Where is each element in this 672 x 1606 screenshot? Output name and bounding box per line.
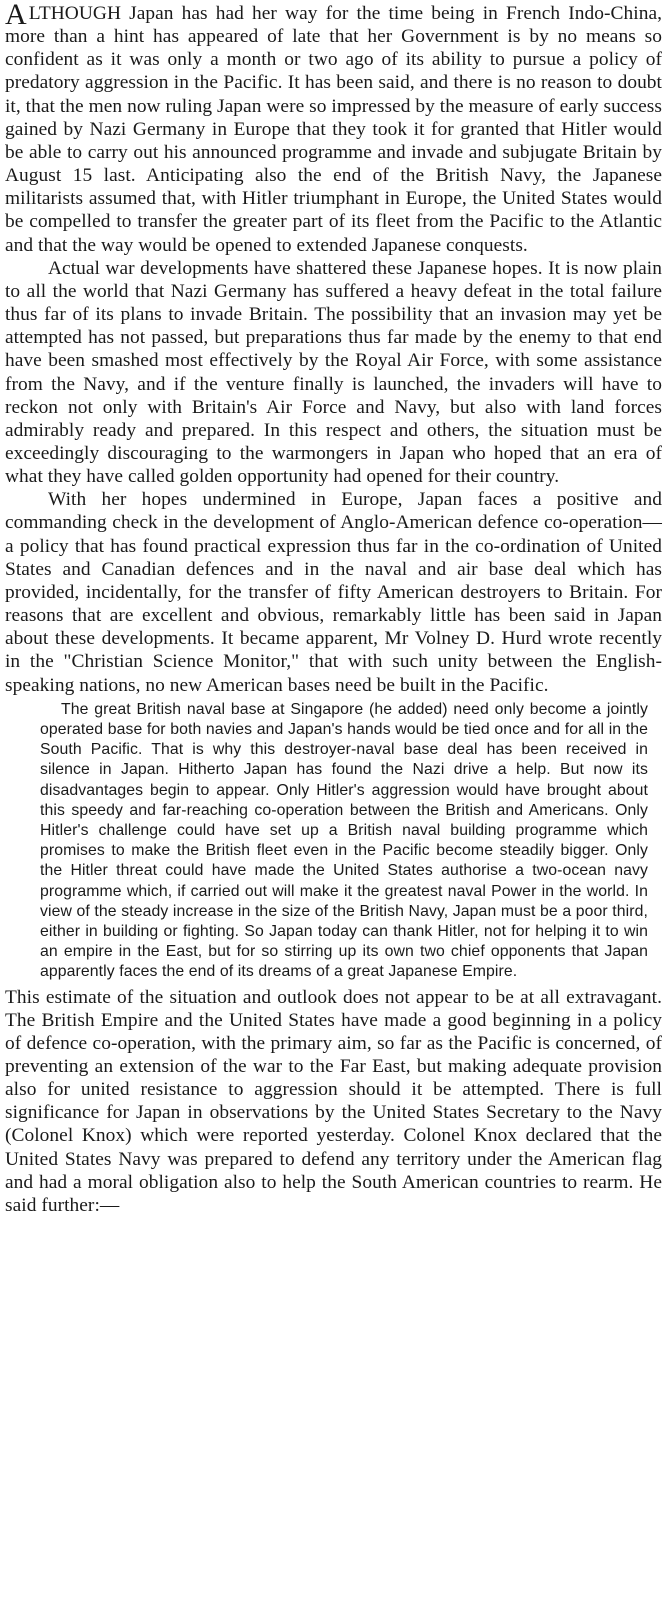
- block-quote: The great British naval base at Singapore (he added) need only become a jointly operated base for both navies and Japan's hands would be tied once and for all in the South Pacific. That is why this destroyer-naval base deal has been received in silence in Japan. Hitherto Japan has found the Nazi drive a help. But now its disadvantages begin to appear. Only Hitler's aggression would have brought about this speedy and far-reaching co-operation between the British and Americans. Only Hitler's challenge could have set up a British naval building programme which promises to make the British fleet even in the Pacific become steadily bigger. Only the Hitler threat could have made the United States authorise a two-ocean navy programme which, if carried out will make it the greatest naval Power in the world. In view of the steady increase in the size of the British Navy, Japan must be a poor third, either in building or fighting. So Japan today can thank Hitler, not for helping it to win an empire in the East, but for so stirring up its own two chief opponents that Japan apparently faces the end of its dreams of a great Japanese Empire.: [40, 700, 648, 981]
- paragraph-4: This estimate of the situation and outlook does not appear to be at all extravagant. The British Empire and the United States have made a good beginning in a policy of defence co-operation, with the primary aim, so far as the Pacific is concerned, of preventing an extension of the war to the Far East, but making adequate provision also for united resistance to aggression should it be attempted. There is full significance for Japan in observations by the United States Secretary to the Navy (Colonel Knox) which were reported yesterday. Colonel Knox declared that the United States Navy was prepared to defend any territory under the American flag and had a moral obligation also to help the South American countries to rearm. He said further:—: [5, 986, 662, 1216]
- paragraph-1: [5, 2, 662, 257]
- paragraph-2: Actual war developments have shattered these Japanese hopes. It is now plain to all the world that Nazi Germany has suffered a heavy defeat in the total failure thus far of its plans to invade Britain. The possibility that an invasion may yet be attempted has not passed, but preparations thus far made by the enemy to that end have been smashed most effectively by the Royal Air Force, with some assistance from the Navy, and if the venture finally is launched, the invaders will have to reckon not only with Britain's Air Force and Navy, but also with land forces admirably ready and prepared. In this respect and others, the situation must be exceedingly discouraging to the warmongers in Japan who hoped that an era of what they have called golden opportunity had opened for their country.: [5, 257, 662, 488]
- drop-cap: A: [5, 0, 27, 31]
- paragraph-1-text: LTHOUGH Japan has had her way for the time being in French Indo-China, more than a hint has appeared of late that her Government is by no means so confident as it was only a month or two ago of its ability to pursue a policy of predatory aggression in the Pacific. It has been said, and there is no reason to doubt it, that the men now ruling Japan were so impressed by the measure of early success gained by Nazi Germany in Europe that they took it for granted that Hitler would be able to carry out his announced programme and invade and subjugate Britain by August 15 last. Anticipating also the end of the British Navy, the Japanese militarists assumed that, with Hitler triumphant in Europe, the United States would be compelled to transfer the greater part of its fleet from the Pacific to the Atlantic and that the way would be opened to extended Japanese conquests.: [5, 3, 662, 256]
- paragraph-3: With her hopes undermined in Europe, Japan faces a positive and commanding check in the development of Anglo-American defence co-operation—a policy that has found practical expression thus far in the co-ordination of United States and Canadian defences and in the naval and air base deal which has provided, incidentally, for the transfer of fifty American destroyers to Britain. For reasons that are excellent and obvious, remarkably little has been said in Japan about these developments. It became apparent, Mr Volney D. Hurd wrote recently in the "Christian Science Monitor," that with such unity between the English-speaking nations, no new American bases need be built in the Pacific.: [5, 489, 662, 696]
